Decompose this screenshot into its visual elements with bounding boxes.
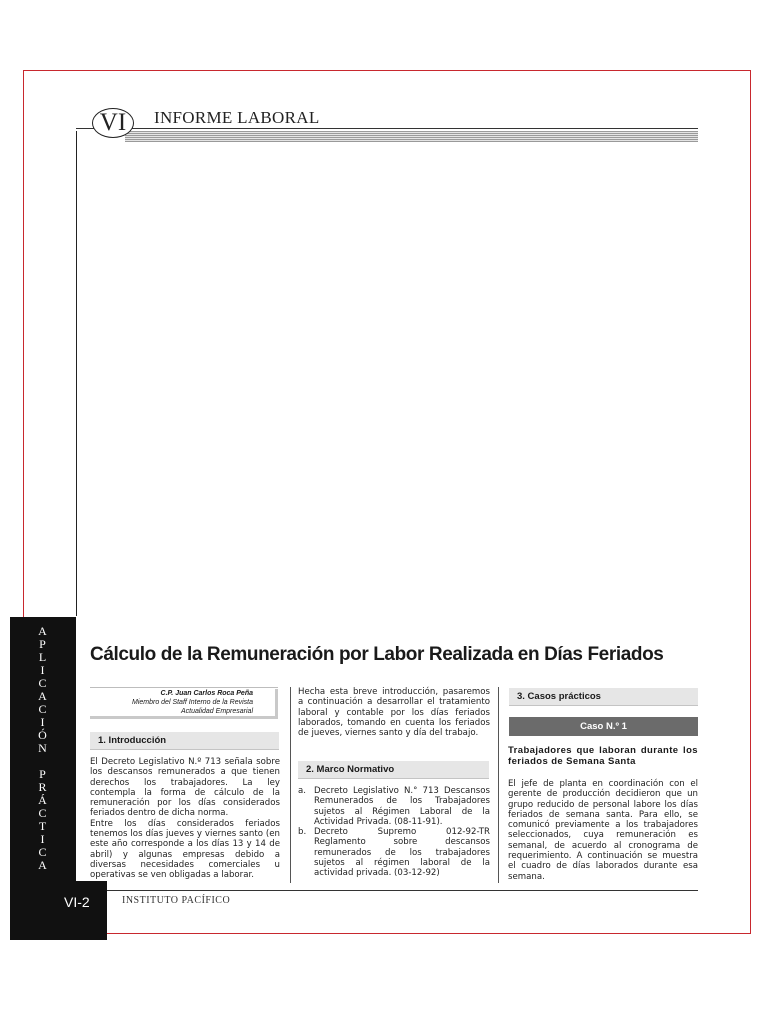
section-badge: VI: [92, 108, 134, 138]
list-marker: b.: [298, 827, 307, 838]
side-tab-letter: A: [38, 624, 48, 638]
footer-rule: [107, 890, 698, 891]
case-label: Caso N.º 1: [509, 717, 698, 736]
marco-heading: 2. Marco Normativo: [298, 761, 489, 779]
case-text: [508, 779, 698, 882]
intro-paragraph-2: Entre los días considerados feriados tenemos los días jueves y viernes santo (en este año corresponde a los días 13 y 14 de abril) y algunas empresas debido a diversas necesidades comerciales u operativas se ven obligadas a laborar.: [90, 818, 280, 881]
author-role-2: Actualidad Empresarial: [181, 708, 253, 715]
list-item: [298, 827, 490, 878]
intro-text: [90, 757, 280, 881]
side-tab-letter: Á: [38, 793, 48, 807]
side-tab-letter: C: [38, 702, 48, 716]
side-tab-letter: T: [38, 819, 48, 833]
author-name: C.P. Juan Carlos Roca Peña: [160, 690, 253, 697]
list-marker: a.: [298, 786, 306, 796]
column-divider-2: [498, 687, 499, 883]
author-rule: [90, 687, 278, 688]
side-tab-letter: A: [38, 689, 48, 703]
side-tab-letter: [41, 755, 45, 767]
publisher-name: INSTITUTO PACÍFICO: [122, 895, 231, 906]
list-item-text: Decreto Supremo 012-92-TR Reglamento sobre descansos remunerados de los trabajadores sujetos al régimen laboral de la actividad privada. (03-12-92): [314, 827, 490, 879]
case-title: Trabajadores que laboran durante los feriados de Semana Santa: [508, 745, 698, 767]
article-title: Cálculo de la Remuneración por Labor Realizada en Días Feriados: [90, 644, 664, 665]
intro-heading: 1. Introducción: [90, 732, 279, 750]
side-tab-letter: I: [40, 715, 46, 729]
col2-intro: [298, 687, 490, 738]
side-tab-letter: P: [39, 767, 47, 781]
side-tab-letter: I: [40, 663, 46, 677]
side-tab-letter: L: [38, 650, 48, 664]
side-tab-letter: C: [38, 806, 48, 820]
side-tab-letter: C: [38, 676, 48, 690]
footer-tab: [10, 881, 107, 940]
list-item-text: Decreto Legislativo N.° 713 Descansos Remunerados de los Trabajadores sujetos al Régimen Laboral de la Actividad Privada. (08-11-91).: [314, 786, 490, 827]
side-tab-letter: I: [40, 832, 46, 846]
author-box: [90, 689, 278, 719]
side-tab-label: [10, 625, 76, 871]
section-title: INFORME LABORAL: [154, 108, 320, 127]
page-number: VI-2: [64, 894, 90, 910]
side-tab-letter: Ó: [38, 728, 48, 742]
side-tab: [10, 617, 76, 881]
margin-line: [76, 131, 77, 616]
side-tab-letter: C: [38, 845, 48, 859]
casos-heading: 3. Casos prácticos: [509, 688, 698, 706]
list-item: [298, 786, 490, 827]
header-band: [125, 131, 698, 142]
intro-paragraph-1: El Decreto Legislativo N.º 713 señala sobre los descansos remunerados a que tienen derechos los trabajadores. La ley contempla la forma de cálculo de la remuneración por los días considerados feriados dentro de dicha norma.: [90, 757, 280, 819]
col2-intro-paragraph: Hecha esta breve introducción, pasaremos a continuación a desarrollar el tratamiento laboral y contable por los días feriados laborados, tomando en cuenta los feriados de jueves, viernes santo y día del trabajo.: [298, 687, 490, 739]
side-tab-letter: A: [38, 858, 48, 872]
marco-list: [298, 786, 490, 879]
column-divider-1: [290, 687, 291, 883]
case-paragraph: El jefe de planta en coordinación con el gerente de producción decidieron que un grupo reducido de personal labore los días feriados de semana santa. Para ello, se comunicó previamente a los trabajadores seleccionados, cuya remuneración es semanal, de acuerdo al cronograma de requerimiento. A continuación se muestra el cuadro de días laborados durante esa semana.: [508, 779, 698, 882]
side-tab-letter: R: [38, 780, 48, 794]
side-tab-letter: N: [38, 741, 48, 755]
author-role-1: Miembro del Staff Interno de la Revista: [131, 699, 253, 706]
side-tab-letter: P: [39, 637, 47, 651]
header-rule: [76, 128, 698, 129]
